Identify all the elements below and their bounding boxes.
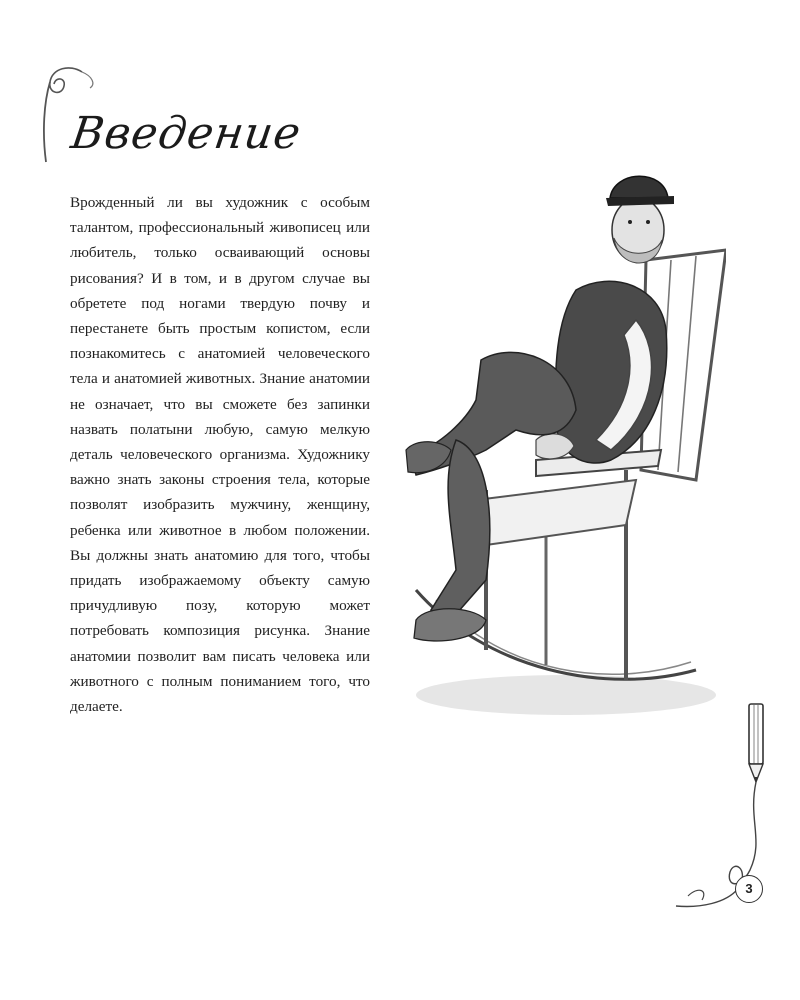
page-title: Введение [68, 108, 305, 159]
pencil-icon [668, 700, 778, 930]
man-in-rocking-chair-icon [396, 150, 726, 720]
page-number: 3 [735, 875, 763, 903]
intro-paragraph: Врожденный ли вы художник с особым талантом, профессиональный живописец или любитель, только осваивающий основы рисования? И в том, и в другом случае вы обретете под ногами твердую почву и перестанете быть простым копистом, если познакомитесь с анатомией человеческого тела и анатомией животных. Знание анатомии не означает, что вы сможете без запинки назвать полатыни любую, самую мелкую деталь человеческого организма. Художнику важно знать законы строения тела, которые позволят изобразить мужчину, женщину, ребенка или животное в любом положении. Вы должны знать анатомию для того, чтобы придать изображаемому объекту самую причудливую позу, которую может потребовать композиция рисунка. Знание анатомии позволит вам писать человека или животного с полным пониманием того, что делаете. [70, 194, 370, 716]
